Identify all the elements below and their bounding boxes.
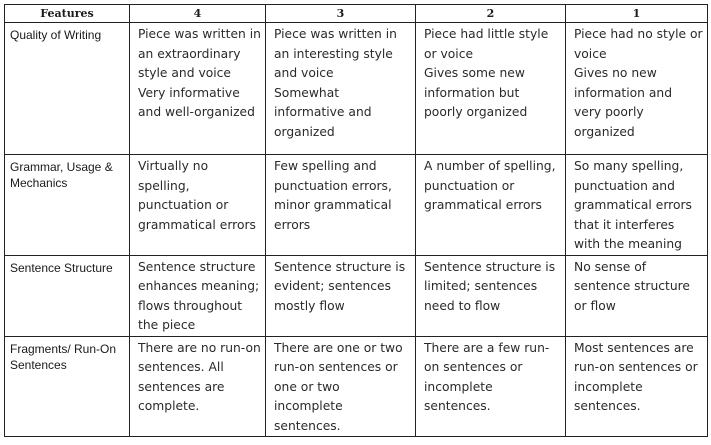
header-row: [5, 5, 708, 23]
rubric-table: [4, 4, 708, 437]
cell-text: So many spelling, punctuation and grammatical errors that it interferes with the meaning: [574, 159, 692, 251]
table-row: [5, 155, 708, 256]
cell-text: No sense of sentence structure or flow: [574, 259, 690, 313]
cell-text: Virtually no spelling, punctuation or grammatical errors: [138, 159, 256, 232]
cell-text: Sentence structure is evident; sentences mostly flow: [274, 259, 406, 313]
cell-quality-score-3: [266, 23, 416, 155]
table-row: [5, 23, 708, 155]
header-features: Features: [5, 5, 130, 23]
cell-text: There are a few run-on sentences or incomplete sentences.: [424, 340, 550, 413]
cell-text: Sentence structure is limited; sentences need to flow: [424, 259, 556, 313]
feature-sentence-structure: Sentence Structure: [5, 255, 130, 336]
table-row: [5, 336, 708, 437]
cell-fragments-score-1: [566, 336, 708, 437]
cell-text: Most sentences are run-on sentences or incomplete sentences.: [574, 340, 698, 413]
header-score-4: 4: [130, 5, 266, 23]
cell-text: Piece was written in an interesting style and voice: [274, 27, 397, 80]
cell-text: Few spelling and punctuation errors, minor grammatical errors: [274, 159, 392, 232]
cell-structure-score-2: [416, 255, 566, 336]
cell-text: Somewhat informative and organized: [274, 85, 372, 139]
cell-quality-score-2: [416, 23, 566, 155]
cell-text: There are one or two run-on sentences or one or two incomplete sentences.: [274, 340, 403, 433]
cell-structure-score-1: [566, 255, 708, 336]
rubric-container: [4, 4, 707, 437]
cell-fragments-score-3: [266, 336, 416, 437]
cell-text: Piece had no style or voice: [574, 27, 703, 61]
cell-fragments-score-2: [416, 336, 566, 437]
header-score-2: 2: [416, 5, 566, 23]
cell-text: A number of spelling, punctuation or grammatical errors: [424, 159, 556, 212]
cell-text: Gives no new information and very poorly organized: [574, 66, 673, 139]
cell-grammar-score-3: [266, 155, 416, 256]
cell-text: Piece had little style or voice: [424, 27, 549, 61]
feature-quality-of-writing: Quality of Writing: [5, 23, 130, 155]
cell-quality-score-4: [130, 23, 266, 155]
cell-text: Gives some new information but poorly organized: [424, 66, 528, 119]
header-score-1: 1: [566, 5, 708, 23]
cell-grammar-score-2: [416, 155, 566, 256]
cell-fragments-score-4: [130, 336, 266, 437]
cell-grammar-score-4: [130, 155, 266, 256]
cell-structure-score-3: [266, 255, 416, 336]
cell-text: Sentence structure enhances meaning; flows throughout the piece: [138, 259, 260, 332]
table-row: [5, 255, 708, 336]
feature-fragments-run-on: Fragments/ Run-On Sentences: [5, 336, 130, 437]
cell-grammar-score-1: [566, 155, 708, 256]
cell-quality-score-1: [566, 23, 708, 155]
header-score-3: 3: [266, 5, 416, 23]
cell-text: Piece was written in an extraordinary style and voice: [138, 27, 261, 80]
cell-text: There are no run-on sentences. All sentences are complete.: [138, 340, 261, 413]
cell-text: Very informative and well-organized: [138, 85, 255, 119]
feature-grammar-usage-mechanics: Grammar, Usage & Mechanics: [5, 155, 130, 256]
cell-structure-score-4: [130, 255, 266, 336]
